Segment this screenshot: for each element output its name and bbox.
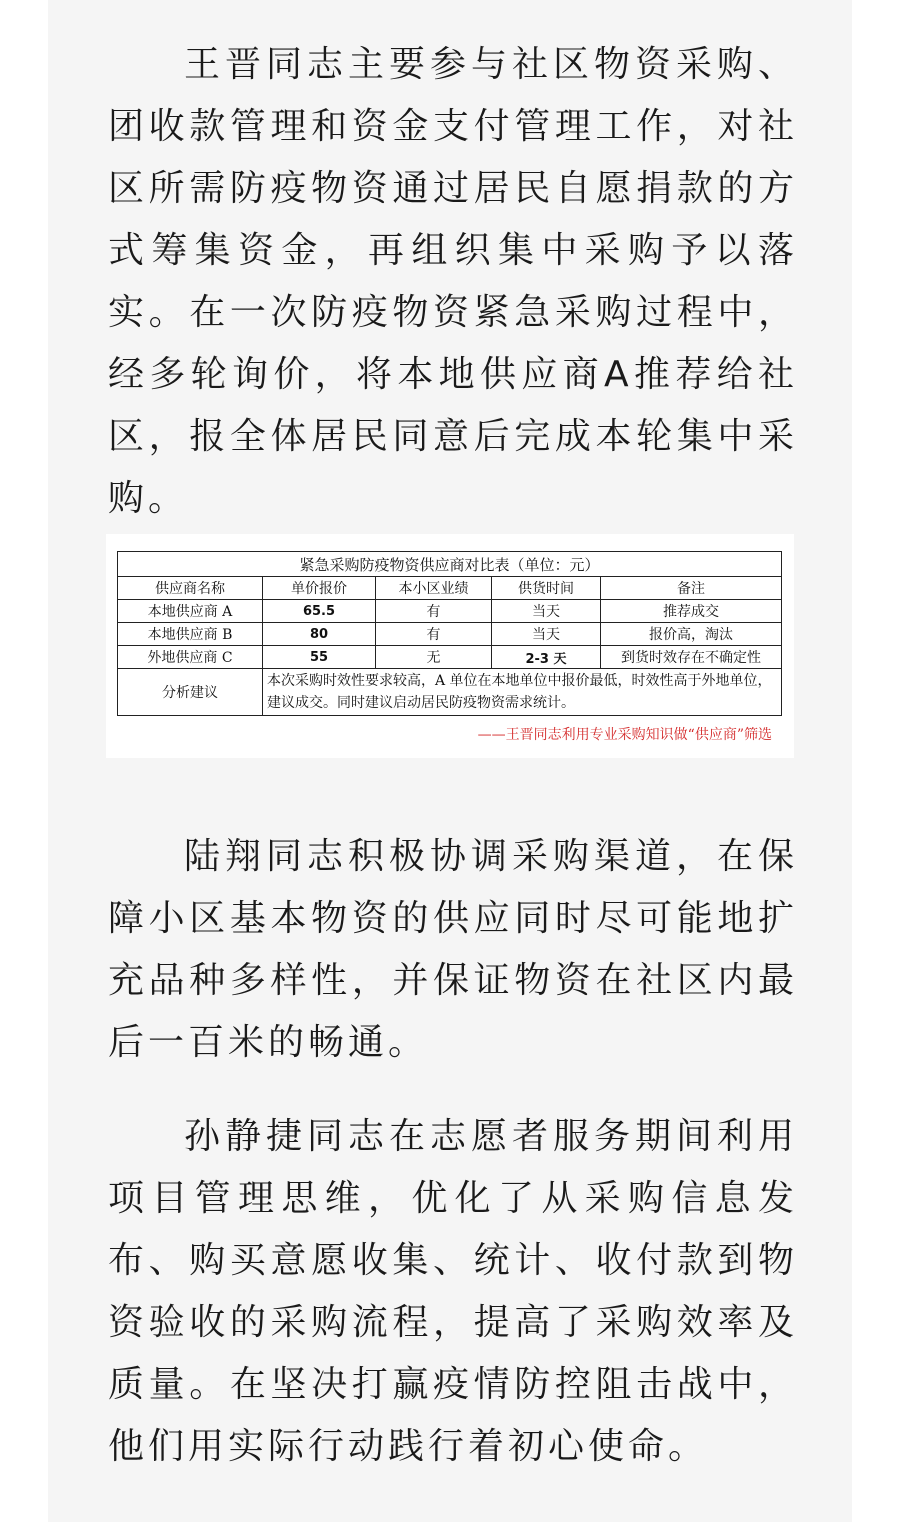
table-row xyxy=(118,600,782,623)
supplier-comparison-table xyxy=(117,551,782,716)
paragraph-wang-jin: 王晋同志主要参与社区物资采购、团收款管理和资金支付管理工作，对社区所需防疫物资通过居民自愿捐款的方式筹集资金，再组织集中采购予以落实。在一次防疫物资紧急采购过程中，经多轮询价，将本地供应商A推荐给社区，报全体居民同意后完成本轮集中采购。 xyxy=(108,44,798,519)
delivery-time: 2-3 天 xyxy=(492,646,601,669)
unit-price: 55 xyxy=(263,646,376,669)
paragraph-sun-jingjie: 孙静捷同志在志愿者服务期间利用项目管理思维，优化了从采购信息发布、购买意愿收集、统计、收付款到物资验收的采购流程，提高了采购效率及质量。在坚决打赢疫情防控阻击战中，他们用实际行动践行着初心使命。 xyxy=(108,1116,798,1467)
table-row xyxy=(118,646,782,669)
delivery-time: 当天 xyxy=(492,623,601,646)
supplier-name: 外地供应商 C xyxy=(118,646,263,669)
supplier-name: 本地供应商 B xyxy=(118,623,263,646)
delivery-time: 当天 xyxy=(492,600,601,623)
column-header: 备注 xyxy=(601,577,782,600)
remark: 推荐成交 xyxy=(601,600,782,623)
unit-price: 80 xyxy=(263,623,376,646)
analysis-label: 分析建议 xyxy=(118,669,263,716)
remark: 报价高，淘汰 xyxy=(601,623,782,646)
table-row xyxy=(118,623,782,646)
column-header: 供货时间 xyxy=(492,577,601,600)
paragraph-lu-xiang: 陆翔同志积极协调采购渠道，在保障小区基本物资的供应同时尽可能地扩充品种多样性，并保证物资在社区内最后一百米的畅通。 xyxy=(108,836,798,1063)
column-header: 供应商名称 xyxy=(118,577,263,600)
local-performance: 有 xyxy=(376,623,492,646)
column-header: 本小区业绩 xyxy=(376,577,492,600)
analysis-text: 本次采购时效性要求较高，A 单位在本地单位中报价最低，时效性高于外地单位，建议成交。同时建议启动居民防疫物资需求统计。 xyxy=(263,669,782,716)
table-header-row xyxy=(118,577,782,600)
figure-credit: ——王晋同志利用专业采购知识做“供应商”筛选 xyxy=(477,727,772,743)
local-performance: 无 xyxy=(376,646,492,669)
local-performance: 有 xyxy=(376,600,492,623)
column-header: 单价报价 xyxy=(263,577,376,600)
unit-price: 65.5 xyxy=(263,600,376,623)
remark: 到货时效存在不确定性 xyxy=(601,646,782,669)
table-title-row xyxy=(118,552,782,577)
supplier-comparison-figure xyxy=(106,534,794,758)
table-analysis-row xyxy=(118,669,782,716)
table-title: 紧急采购防疫物资供应商对比表（单位：元） xyxy=(118,552,782,577)
supplier-name: 本地供应商 A xyxy=(118,600,263,623)
